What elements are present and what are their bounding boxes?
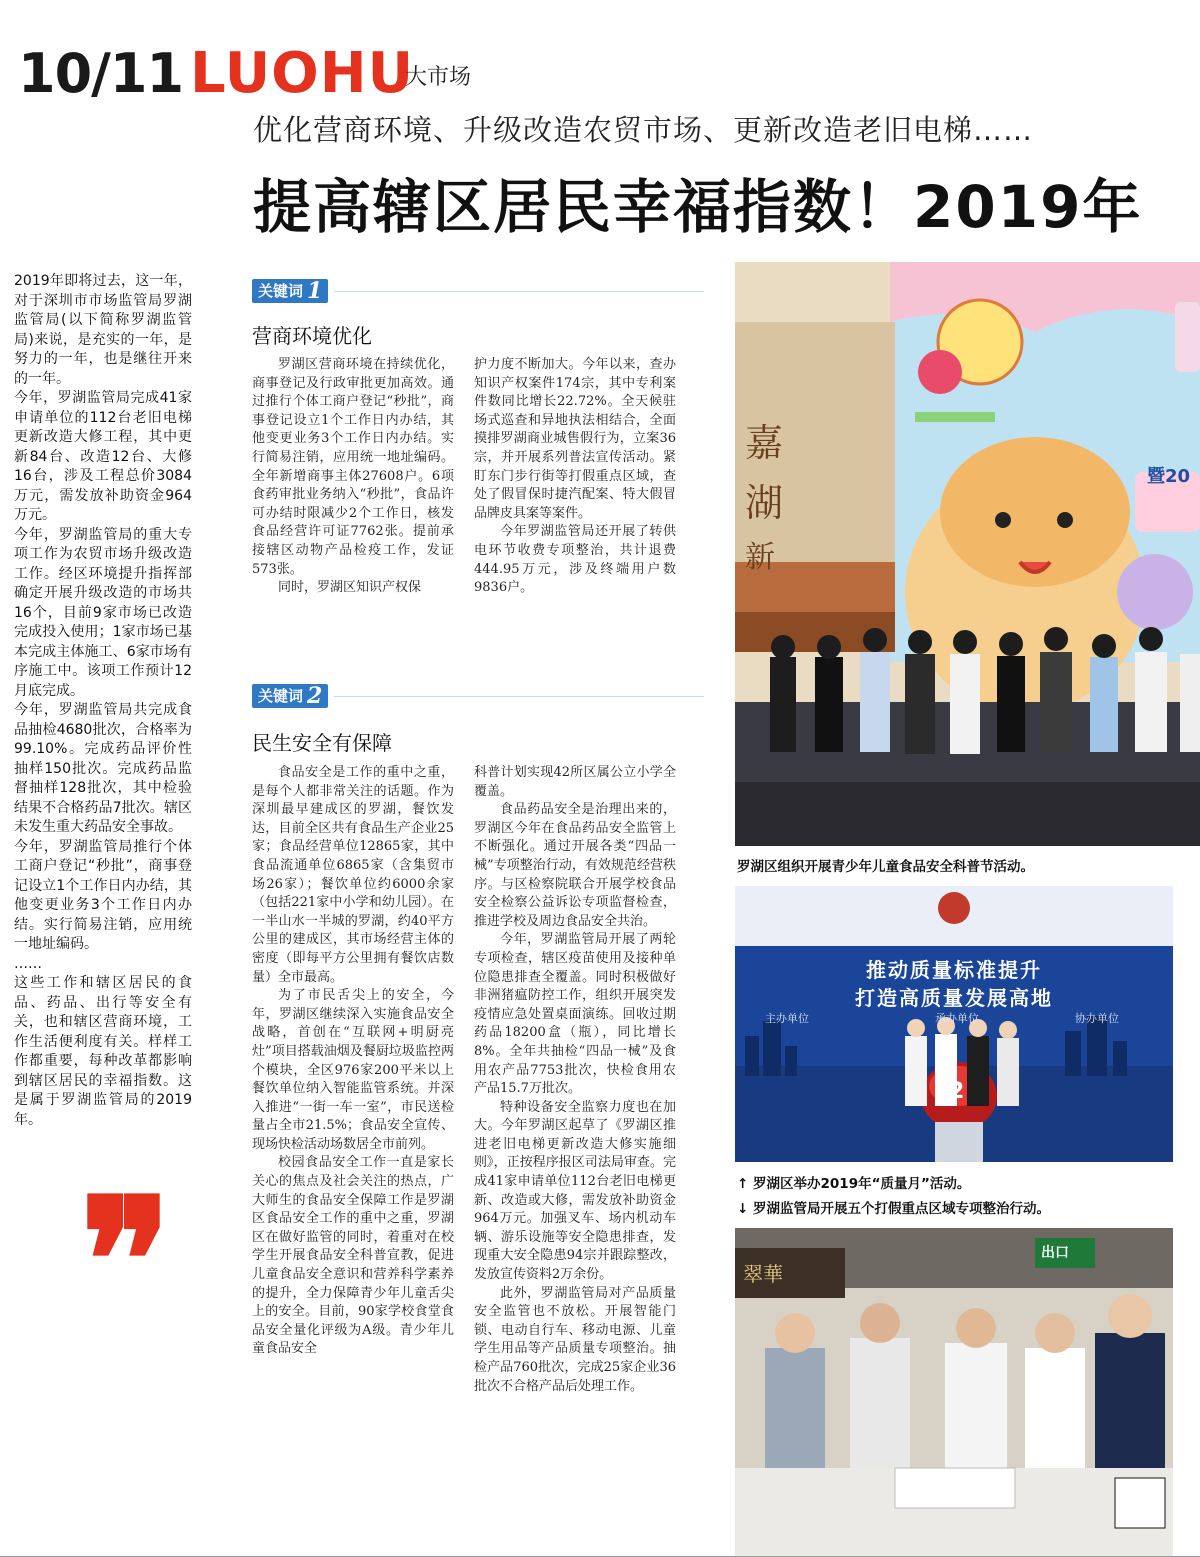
backdrop-badge: 暨20 bbox=[1147, 466, 1191, 487]
keyword-1-header bbox=[252, 279, 704, 303]
launch-button-number: 2 bbox=[949, 1079, 965, 1104]
keyword-label: 关键词 bbox=[258, 282, 304, 300]
keyword-divider bbox=[334, 696, 704, 697]
body-paragraph: 食品药品安全是治理出来的，罗湖区今年在食品药品安全监管上不断强化。通过开展各类“四品一械”专项整治行动，有效规范经营秩序。与区检察院联合开展学校食品安全检察公益诉讼专项监督检查，推进学校及周边食品安全共治。 bbox=[474, 802, 676, 929]
body-paragraph: 同时，罗湖区知识产权保 bbox=[278, 580, 422, 596]
body-paragraph: 此外，罗湖监管局对产品质量安全监管也不放松。开展智能门锁、电动自行车、移动电源、儿童学生用品等产品质量专项整治。抽检产品760批次，完成25家企业36批次不合格产品后处理工作。 bbox=[474, 1285, 676, 1394]
kw1-column-2 bbox=[474, 356, 676, 598]
body-paragraph: 科普计划实现42所区属公立小学全覆盖。 bbox=[474, 765, 676, 799]
keyword-number: 1 bbox=[307, 278, 323, 304]
kw2-column-2 bbox=[474, 764, 676, 1396]
photo2-caption: ↑ 罗湖区举办2019年“质量月”活动。 bbox=[737, 1176, 971, 1192]
keyword-number: 2 bbox=[307, 683, 323, 709]
photo-food-safety-festival bbox=[735, 262, 1200, 846]
body-paragraph: 罗湖区营商环境在持续优化，商事登记及行政审批更加高效。通过推行个体工商户登记“秒批”，商事登记设立1个工作日内办结，其他变更业务3个工作日内办结。实行简易注销，应用统一地址编码。全年新增商事主体27608户。6项食药审批业务纳入“秒批”，食品许可办结时限减少2个工作日，核发食品经营许可证7762张。提前承接辖区动物产品检疫工作，发证573张。 bbox=[252, 357, 454, 577]
host-label: 承办单位 bbox=[935, 1012, 979, 1025]
article-subtitle: 优化营商环境、升级改造农贸市场、更新改造老旧电梯…… bbox=[253, 113, 1034, 147]
intro-column bbox=[14, 272, 192, 1130]
sign-char: 嘉 bbox=[745, 421, 784, 465]
kw1-column-1 bbox=[252, 356, 454, 598]
intro-paragraph: 2019年即将过去，这一年，对于深圳市市场监管局罗湖监管局(以下简称罗湖监管局)来说，是充实的一年，是努力的一年，也是继往开来的一年。 bbox=[14, 273, 192, 387]
intro-paragraph: 今年，罗湖监管局的重大专项工作为农贸市场升级改造工作。经区环境提升指挥部确定开展升级改造的市场共16个，目前9家市场已改造完成投入使用；1家市场已基本完成主体施工、6家市场有序施工中。该项工作预计12月底完成。 bbox=[14, 526, 192, 699]
host-label: 协办单位 bbox=[1075, 1012, 1119, 1025]
section-name: 大市场 bbox=[405, 65, 472, 90]
event-slogan: 推动质量标准提升 bbox=[866, 958, 1042, 982]
keyword-2-header bbox=[252, 684, 704, 708]
body-paragraph: 护力度不断加大。今年以来，查办知识产权案件174宗，其中专利案件数同比增长22.72%。全天候驻场式巡查和异地执法相结合，全面摸排罗湖商业城售假行为，立案36宗，并开展系列普法宣传活动。紧盯东门步行街等打假重点区域，查处了假冒保时捷汽配案、特大假冒品牌皮具案等案件。 bbox=[474, 357, 676, 521]
body-paragraph: 为了市民舌尖上的安全，今年，罗湖区继续深入实施食品安全战略，首创在“互联网+明厨亮灶”项目搭载油烟及餐厨垃圾监控两个模块，全区976家200平米以上餐饮单位纳入智能监管系统。并深入推进“一街一车一室”，市民送检量占全市21.5%；食品安全宣传、现场快检活动场数居全市前列。 bbox=[252, 988, 454, 1152]
district-name: LUOHU bbox=[190, 41, 415, 106]
body-paragraph: 食品安全是工作的重中之重，是每个人都非常关注的话题。作为深圳最早建成区的罗湖，餐饮发达，目前全区共有食品生产企业25家；食品经营单位12865家，其中食品流通单位6865家（含集贸市场26家）；餐饮单位约6000余家（包括221家中小学和幼儿园）。在一半山水一半城的罗湖，约40平方公里的建成区，其市场经营主体的密度（即每平方公里拥有餐饮店数量）全市最高。 bbox=[252, 765, 454, 985]
intro-paragraph: 今年，罗湖监管局完成41家申请单位的112台老旧电梯更新改造大修工程，其中更新84台、改造12台、大修16台，涉及工程总价3084万元，需发放补助资金964万元。 bbox=[14, 390, 192, 523]
body-paragraph: 校园食品安全工作一直是家长关心的焦点及社会关注的热点，广大师生的食品安全保障工作是罗湖区食品安全工作的重中之重，罗湖区在做好监管的同时，着重对在校学生开展食品安全科普宣教，促进儿童食品安全意识和营养科学素养的提升，全力保障青少年儿童舌尖上的安全。目前，90家学校食堂食品安全量化评级为A级。青少年儿童食品安全 bbox=[252, 1155, 454, 1357]
intro-paragraph: 今年，罗湖监管局共完成食品抽检4680批次，合格率为99.10%。完成药品评价性抽样150批次。完成药品监督抽样128批次，其中检验结果不合格药品7批次。辖区未发生重大药品安全事故。 bbox=[14, 702, 192, 835]
intro-paragraph: …… bbox=[14, 955, 42, 972]
festival-illustration bbox=[735, 262, 1200, 846]
exit-sign: 出口 bbox=[1041, 1245, 1069, 1261]
kw2-column-1 bbox=[252, 764, 454, 1359]
keyword-divider bbox=[334, 291, 704, 292]
event-slogan: 打造高质量发展高地 bbox=[855, 986, 1053, 1010]
photo3-caption: ↓ 罗湖监管局开展五个打假重点区域专项整治行动。 bbox=[737, 1201, 1051, 1217]
photo-inspection bbox=[735, 1228, 1173, 1556]
shop-sign: 翠華 bbox=[743, 1262, 783, 1286]
intro-paragraph: 今年，罗湖监管局推行个体工商户登记“秒批”，商事登记设立1个工作日内办结，其他变更业务3个工作日内办结。实行简易注销，应用统一地址编码。 bbox=[14, 838, 192, 952]
keyword-label: 关键词 bbox=[258, 687, 304, 705]
body-paragraph: 特种设备安全监察力度也在加大。今年罗湖区起草了《罗湖区推进老旧电梯更新改造大修实施细则》，正按程序报区司法局审查。完成41家申请单位112台老旧电梯更新、改造或大修，需发放补助资金964万元。加强叉车、场内机动车辆、游乐设施等安全隐患排查，发现重大安全隐患94宗并跟踪整改，发放宣传资料2万余份。 bbox=[474, 1099, 676, 1283]
keyword-tag bbox=[252, 684, 328, 708]
keyword-tag bbox=[252, 279, 328, 303]
quote-mark-icon: ❞ bbox=[80, 1161, 172, 1361]
photo-quality-month bbox=[735, 886, 1173, 1162]
section-heading-2: 民生安全有保障 bbox=[252, 731, 392, 755]
sign-char: 湖 bbox=[745, 481, 784, 525]
article-headline: 提高辖区居民幸福指数！2019年 bbox=[253, 173, 1143, 241]
body-paragraph: 今年罗湖监管局还开展了转供电环节收费专项整治，共计退费444.95万元，涉及终端用户数9836户。 bbox=[474, 524, 676, 596]
inspection-scene bbox=[735, 1228, 1173, 1556]
intro-paragraph: 这些工作和辖区居民的食品、药品、出行等安全有关，也和辖区营商环境，工作生活便利度有关。样样工作都重要，每种改革都影响到辖区居民的幸福指数。这是属于罗湖监管局的2019年。 bbox=[14, 975, 192, 1128]
sign-char: 新 bbox=[745, 540, 775, 575]
body-paragraph: 今年，罗湖监管局开展了两轮专项检查，辖区疫苗使用及接种单位隐患排查全覆盖。同时积极做好非洲猪瘟防控工作，组织开展突发疫情应急处置桌面演练。回收过期药品18200盒（瓶），同比增长8%。全年共抽检“四品一械”及食用农产品7753批次，快检食用农产品15.7万批次。 bbox=[474, 932, 676, 1097]
section-heading-1: 营商环境优化 bbox=[252, 324, 372, 348]
host-label: 主办单位 bbox=[765, 1012, 809, 1025]
event-title: 2019年罗湖区“质量月”启动仪式 bbox=[844, 928, 1064, 946]
page-number: 10/11 bbox=[18, 42, 184, 105]
photo1-caption: 罗湖区组织开展青少年儿童食品安全科普节活动。 bbox=[737, 859, 1034, 875]
